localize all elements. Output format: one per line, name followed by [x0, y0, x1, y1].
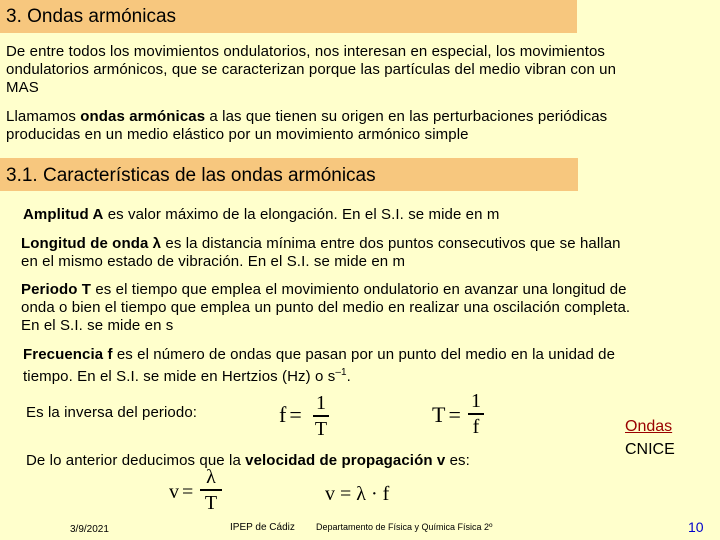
- equation-velocity-product: v = λ · f: [325, 483, 390, 505]
- definition-text: Llamamos: [6, 108, 81, 125]
- footer-date: 3/9/2021: [70, 524, 109, 535]
- period-line-3: En el S.I. se mide en s: [21, 317, 174, 334]
- frequency-end: .: [346, 368, 351, 385]
- frequency-line-1: [23, 346, 615, 364]
- amplitude-text: es valor máximo de la elongación. En el S.I. se mide en m: [103, 206, 500, 223]
- equation-velocity: v =: [169, 481, 194, 503]
- frequency-line-2: [23, 364, 615, 386]
- equation-period-lhs: T: [432, 402, 446, 427]
- wavelength-paragraph: [21, 235, 621, 271]
- fraction-period: [468, 390, 484, 438]
- equation-period: T =: [432, 402, 461, 427]
- definition-term: ondas armónicas: [80, 108, 206, 125]
- section-title-bar: [0, 0, 577, 33]
- period-text: es el tiempo que emplea el movimiento ondulatorio en avanzar una longitud de: [91, 281, 627, 298]
- definition-paragraph: [6, 108, 607, 144]
- equation-velocity-lhs: v: [169, 481, 179, 503]
- frequency-term: Frecuencia f: [23, 346, 113, 363]
- fraction-velocity: [200, 466, 222, 514]
- velocity-text: [26, 452, 470, 470]
- fraction-frequency-numerator: 1: [316, 392, 326, 414]
- period-line-2: onda o bien el tiempo que emplea un punto del medio en realizar una oscilación completa.: [21, 299, 631, 316]
- equation-frequency-lhs: f: [279, 402, 287, 427]
- period-term: Periodo T: [21, 281, 92, 298]
- amplitude-paragraph: [23, 206, 499, 224]
- period-line-1: [21, 281, 630, 299]
- intro-line-3: MAS: [6, 79, 39, 96]
- section-title: 3. Ondas armónicas: [6, 6, 177, 27]
- fraction-frequency: [313, 392, 329, 440]
- fraction-velocity-denominator: T: [204, 491, 218, 514]
- ondas-link[interactable]: Ondas: [625, 418, 673, 435]
- subsection-title-bar: [0, 158, 578, 191]
- frequency-text-2: tiempo. En el S.I. se mide en Hertzios (Hz) o s: [23, 368, 336, 385]
- frequency-paragraph: [23, 346, 615, 386]
- page-number: 10: [688, 519, 704, 535]
- wavelength-line-2: en el mismo estado de vibración. En el S.I. se mide en m: [21, 253, 406, 270]
- definition-text-rest: a las que tienen su origen en las perturbaciones periódicas: [205, 108, 608, 125]
- footer-department: Departamento de Física y Química Física 2º: [316, 522, 493, 532]
- intro-paragraph: [6, 43, 616, 97]
- velocity-text-start: De lo anterior deducimos que la: [26, 452, 246, 469]
- period-paragraph: [21, 281, 630, 335]
- velocity-text-end: es:: [445, 452, 470, 469]
- intro-line-1: De entre todos los movimientos ondulatorios, nos interesan en especial, los movimientos: [6, 43, 606, 60]
- fraction-frequency-denominator: T: [314, 417, 328, 440]
- wavelength-line-1: [21, 235, 621, 253]
- velocity-term: velocidad de propagación v: [245, 452, 446, 469]
- intro-line-2: ondulatorios armónicos, que se caracterizan porque las partículas del medio vibran con un: [6, 61, 617, 78]
- wavelength-term: Longitud de onda λ: [21, 235, 162, 252]
- fraction-period-denominator: f: [472, 415, 480, 438]
- definition-line-2: producidas en un medio elástico por un movimiento armónico simple: [6, 126, 469, 143]
- cnice-label: CNICE: [625, 441, 675, 458]
- amplitude-term: Amplitud A: [23, 206, 104, 223]
- inverse-text: Es la inversa del periodo:: [26, 404, 198, 421]
- subsection-title: 3.1. Características de las ondas armónicas: [6, 165, 376, 186]
- frequency-exponent: –1: [335, 367, 347, 378]
- wavelength-text: es la distancia mínima entre dos puntos consecutivos que se hallan: [161, 235, 621, 252]
- frequency-text: es el número de ondas que pasan por un punto del medio en la unidad de: [112, 346, 616, 363]
- amplitude-line: [23, 206, 499, 224]
- fraction-period-numerator: 1: [471, 390, 481, 412]
- fraction-velocity-numerator: λ: [206, 466, 216, 488]
- footer-school: IPEP de Cádiz: [230, 522, 295, 533]
- definition-line-1: [6, 108, 607, 126]
- equation-frequency: f =: [279, 402, 302, 427]
